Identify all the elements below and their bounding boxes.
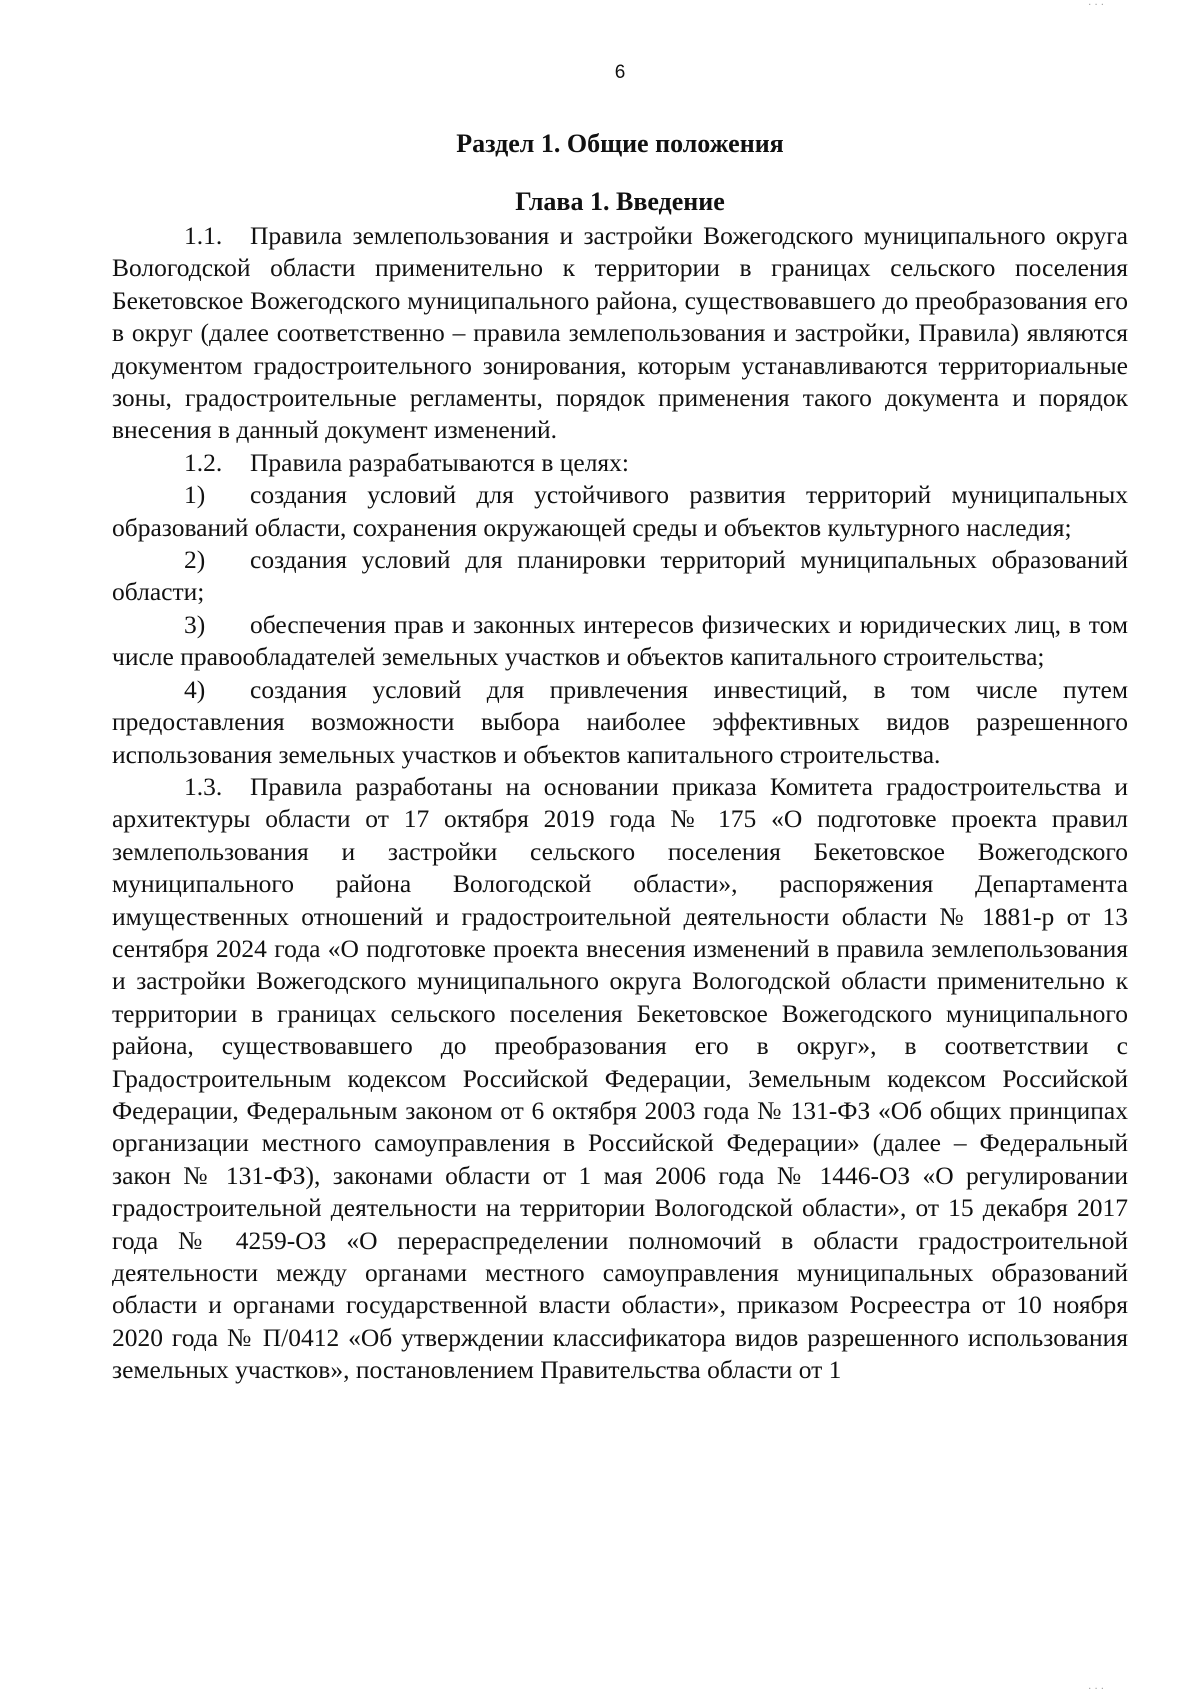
scan-edge-mark-bottom: · · ·	[1088, 1684, 1104, 1695]
list-item-text: создания условий для привлечения инвестиций, в том числе путем предоставления возможности выбора наиболее эффективных видов разрешенного использования земельных участков и объектов капитального строительства.	[112, 674, 1128, 769]
scan-edge-mark-top: · · ·	[1088, 0, 1104, 11]
paragraph-text: Правила землепользования и застройки Вожегодского муниципального округа Вологодской области применительно к территории в границах сельского поселения Бекетовское Вожегодского муниципального района, существовавшего до преобразования его в округ (далее соответственно – правила землепользования и застройки, Правила) являются документом градостроительного зонирования, которым устанавливаются территориальные зоны, градостроительные регламенты, порядок применения такого документа и порядок внесения в данный документ изменений.	[112, 221, 1128, 445]
paragraph-number: 1.2.	[184, 447, 223, 477]
list-item-4	[112, 674, 1128, 771]
list-item-text: обеспечения прав и законных интересов физических и юридических лиц, в том числе правообладателей земельных участков и объектов капитального строительства;	[112, 609, 1128, 672]
chapter-title: Глава 1. Введение	[515, 187, 725, 216]
list-item-2	[112, 544, 1128, 609]
list-item-1	[112, 479, 1128, 544]
list-item-3	[112, 609, 1128, 674]
paragraph-1-3	[112, 771, 1128, 1387]
section-title: Раздел 1. Общие положения	[456, 129, 784, 158]
document-page	[112, 60, 1128, 1387]
list-item-text: создания условий для устойчивого развития территорий муниципальных образований области, сохранения окружающей среды и объектов культурного наследия;	[112, 480, 1128, 542]
paragraph-1-2	[112, 447, 1128, 479]
list-item-number: 2)	[184, 545, 206, 575]
page-number: 6	[614, 62, 626, 83]
paragraph-number: 1.3.	[184, 771, 223, 801]
paragraph-text: Правила разработаны на основании приказа Комитета градостроительства и архитектуры области от 17 октября 2019 года № 175 «О подготовке проекта правил землепользования и застройки сельского поселения Бекетовское Вожегодского муниципального района Вологодской области», распоряжения Департамента имущественных отношений и градостроительной деятельности области № 1881-р от 13 сентября 2024 года «О подготовке проекта внесения изменений в правила землепользования и застройки Вожегодского муниципального округа Вологодской области применительно к территории в границах сельского поселения Бекетовское Вожегодского муниципального района, существовавшего до преобразования его в округ», в соответствии с Градостроительным кодексом Российской Федерации, Земельным кодексом Российской Федерации, Федеральным законом от 6 октября 2003 года № 131-ФЗ «Об общих принципах организации местного самоуправления в Российской Федерации» (далее – Федеральный закон № 131-ФЗ), законами области от 1 мая 2006 года № 1446-ОЗ «О регулировании градостроительной деятельности на территории Вологодской области», от 15 декабря 2017 года № 4259-ОЗ «О перераспределении полномочий в области градостроительной деятельности между органами местного самоуправления муниципальных образований области и органами государственной власти области», приказом Росреестра от 10 ноября 2020 года № П/0412 «Об утверждении классификатора видов разрешенного использования земельных участков», постановлением Правительства области от 1	[112, 771, 1128, 1385]
paragraph-1-1	[112, 220, 1128, 447]
paragraph-number: 1.1.	[184, 221, 223, 250]
paragraph-text: Правила разрабатываются в целях:	[250, 447, 629, 477]
list-item-number: 3)	[184, 609, 206, 639]
list-item-number: 1)	[184, 480, 206, 510]
list-item-number: 4)	[184, 674, 206, 704]
body-text	[112, 220, 1128, 1387]
list-item-text: создания условий для планировки территорий муниципальных образований области;	[112, 545, 1128, 607]
